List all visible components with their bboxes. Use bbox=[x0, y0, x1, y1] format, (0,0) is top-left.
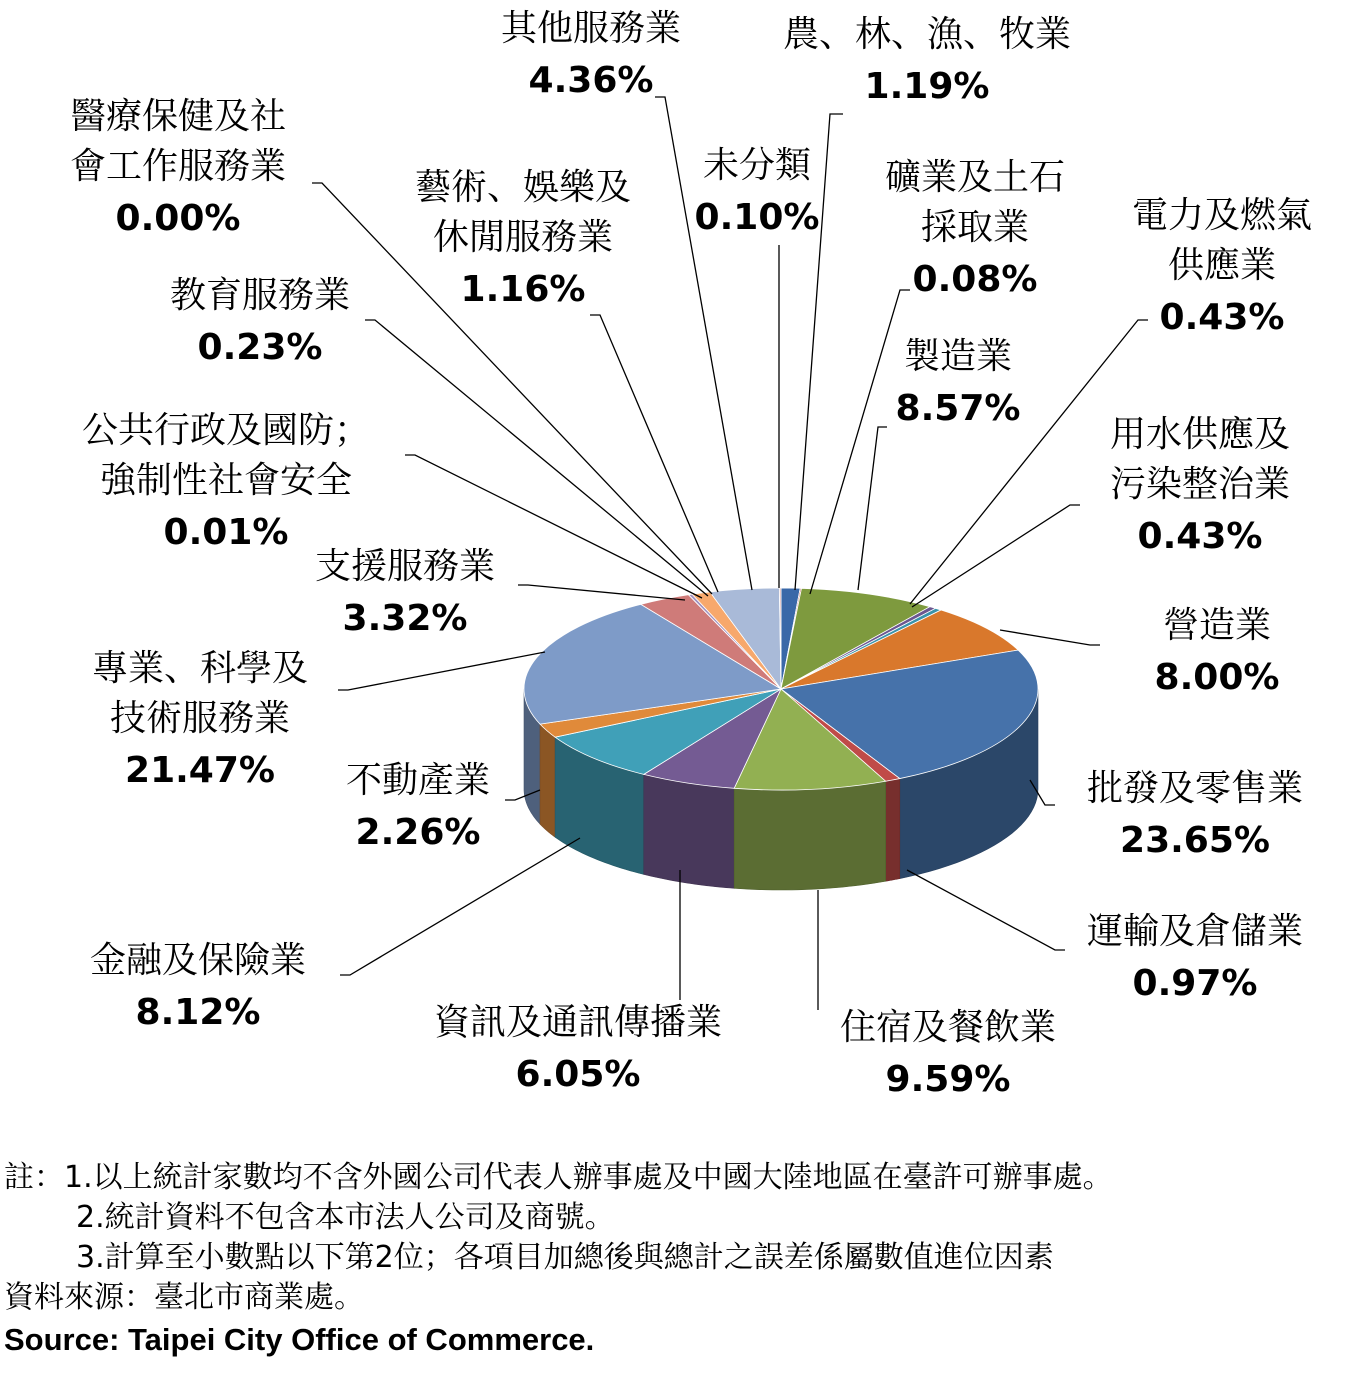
slice-label-2 bbox=[896, 336, 1021, 429]
slice-label-value: 0.01% bbox=[163, 512, 289, 553]
slice-label-0 bbox=[783, 14, 1071, 107]
slice-label-9 bbox=[434, 1002, 722, 1095]
slice-label-value: 0.08% bbox=[912, 259, 1038, 300]
slice-label-name: 會工作服務業 bbox=[69, 146, 287, 187]
slice-label-6 bbox=[1087, 768, 1303, 861]
slice-label-name: 專業、科學及 bbox=[91, 648, 309, 689]
slice-label-3 bbox=[1132, 195, 1312, 338]
slice-label-name: 支援服務業 bbox=[314, 546, 496, 587]
pie-side-8 bbox=[734, 781, 885, 890]
slice-label-18 bbox=[501, 8, 681, 101]
slice-label-value: 8.12% bbox=[135, 992, 261, 1033]
slice-label-name: 未分類 bbox=[702, 145, 812, 186]
slice-label-value: 23.65% bbox=[1120, 820, 1270, 861]
pie-top-slices bbox=[524, 588, 1038, 790]
pie-side-7 bbox=[886, 779, 900, 882]
note-3: 3.計算至小數點以下第2位；各項目加總後與總計之誤差係屬數值進位因素 bbox=[76, 1240, 1054, 1275]
slice-label-10 bbox=[90, 940, 306, 1033]
slice-label-7 bbox=[1087, 911, 1303, 1004]
note-1: 註：1.以上統計家數均不含外國公司代表人辦事處及中國大陸地區在臺許可辦事處。 bbox=[4, 1160, 1113, 1195]
slice-label-13 bbox=[315, 546, 495, 639]
slice-label-value: 6.05% bbox=[515, 1054, 641, 1095]
leader-line-5 bbox=[1000, 630, 1100, 645]
slice-label-name: 農、林、漁、牧業 bbox=[782, 14, 1072, 55]
slice-label-12 bbox=[92, 648, 308, 791]
slice-label-name: 運輸及倉儲業 bbox=[1086, 911, 1304, 952]
slice-label-value: 2.26% bbox=[355, 812, 481, 853]
slice-label-value: 4.36% bbox=[528, 60, 654, 101]
slice-label-name: 礦業及土石 bbox=[884, 157, 1066, 198]
leader-line-7 bbox=[907, 870, 1065, 950]
slice-label-value: 21.47% bbox=[125, 750, 275, 791]
source-chinese: 資料來源：臺北市商業處。 bbox=[4, 1280, 364, 1315]
slice-label-value: 1.16% bbox=[460, 269, 586, 310]
slice-label-name: 污染整治業 bbox=[1109, 464, 1291, 505]
slice-label-value: 9.59% bbox=[885, 1059, 1011, 1100]
pie-side-11 bbox=[540, 724, 555, 837]
slice-label-value: 0.00% bbox=[115, 198, 241, 239]
leader-line-12 bbox=[338, 652, 545, 690]
slice-label-name: 教育服務業 bbox=[169, 275, 351, 316]
slice-label-16 bbox=[70, 96, 286, 239]
slice-label-5 bbox=[1155, 605, 1280, 698]
footnotes bbox=[4, 1158, 1370, 1362]
leader-line-10 bbox=[340, 838, 580, 975]
slice-label-value: 0.97% bbox=[1132, 963, 1258, 1004]
slice-label-name: 公共行政及國防； bbox=[81, 410, 371, 451]
slice-labels bbox=[70, 8, 1312, 1100]
slice-label-name: 製造業 bbox=[903, 336, 1013, 377]
slice-label-name: 休閒服務業 bbox=[432, 217, 614, 258]
note-2: 2.統計資料不包含本市法人公司及商號。 bbox=[76, 1200, 615, 1235]
slice-label-name: 批發及零售業 bbox=[1086, 768, 1304, 809]
pie-side-9 bbox=[644, 774, 734, 888]
slice-label-19 bbox=[695, 145, 820, 238]
slice-label-value: 3.32% bbox=[342, 598, 468, 639]
leader-line-4 bbox=[912, 505, 1080, 607]
slice-label-name: 其他服務業 bbox=[500, 8, 682, 49]
slice-label-name: 營造業 bbox=[1162, 605, 1272, 646]
slice-label-8 bbox=[840, 1007, 1056, 1100]
leader-line-2 bbox=[858, 427, 887, 590]
slice-label-value: 1.19% bbox=[864, 66, 990, 107]
slice-label-name: 金融及保險業 bbox=[89, 940, 307, 981]
slice-label-14 bbox=[82, 410, 370, 553]
leader-line-1 bbox=[810, 290, 910, 594]
leader-line-13 bbox=[518, 585, 685, 600]
slice-label-15 bbox=[170, 275, 350, 368]
slice-label-name: 電力及燃氣 bbox=[1131, 195, 1313, 236]
slice-label-name: 供應業 bbox=[1167, 245, 1277, 286]
slice-label-4 bbox=[1110, 414, 1290, 557]
slice-label-name: 資訊及通訊傳播業 bbox=[433, 1002, 723, 1043]
slice-label-value: 0.23% bbox=[197, 327, 323, 368]
slice-label-value: 0.43% bbox=[1159, 297, 1285, 338]
slice-label-name: 強制性社會安全 bbox=[99, 460, 353, 501]
source-english: Source: Taipei City Office of Commerce. bbox=[4, 1322, 595, 1357]
slice-label-name: 用水供應及 bbox=[1109, 414, 1291, 455]
slice-label-value: 8.00% bbox=[1154, 657, 1280, 698]
slice-label-name: 技術服務業 bbox=[109, 698, 291, 739]
slice-label-value: 8.57% bbox=[895, 388, 1021, 429]
slice-label-value: 0.10% bbox=[694, 197, 820, 238]
slice-label-value: 0.43% bbox=[1137, 516, 1263, 557]
slice-label-name: 採取業 bbox=[920, 207, 1030, 248]
slice-label-name: 醫療保健及社 bbox=[69, 96, 287, 137]
slice-label-name: 藝術、娛樂及 bbox=[414, 167, 632, 208]
slice-label-1 bbox=[885, 157, 1065, 300]
slice-label-name: 不動產業 bbox=[345, 760, 491, 801]
slice-label-17 bbox=[415, 167, 631, 310]
slice-label-11 bbox=[346, 760, 490, 853]
slice-label-name: 住宿及餐飲業 bbox=[839, 1007, 1057, 1048]
